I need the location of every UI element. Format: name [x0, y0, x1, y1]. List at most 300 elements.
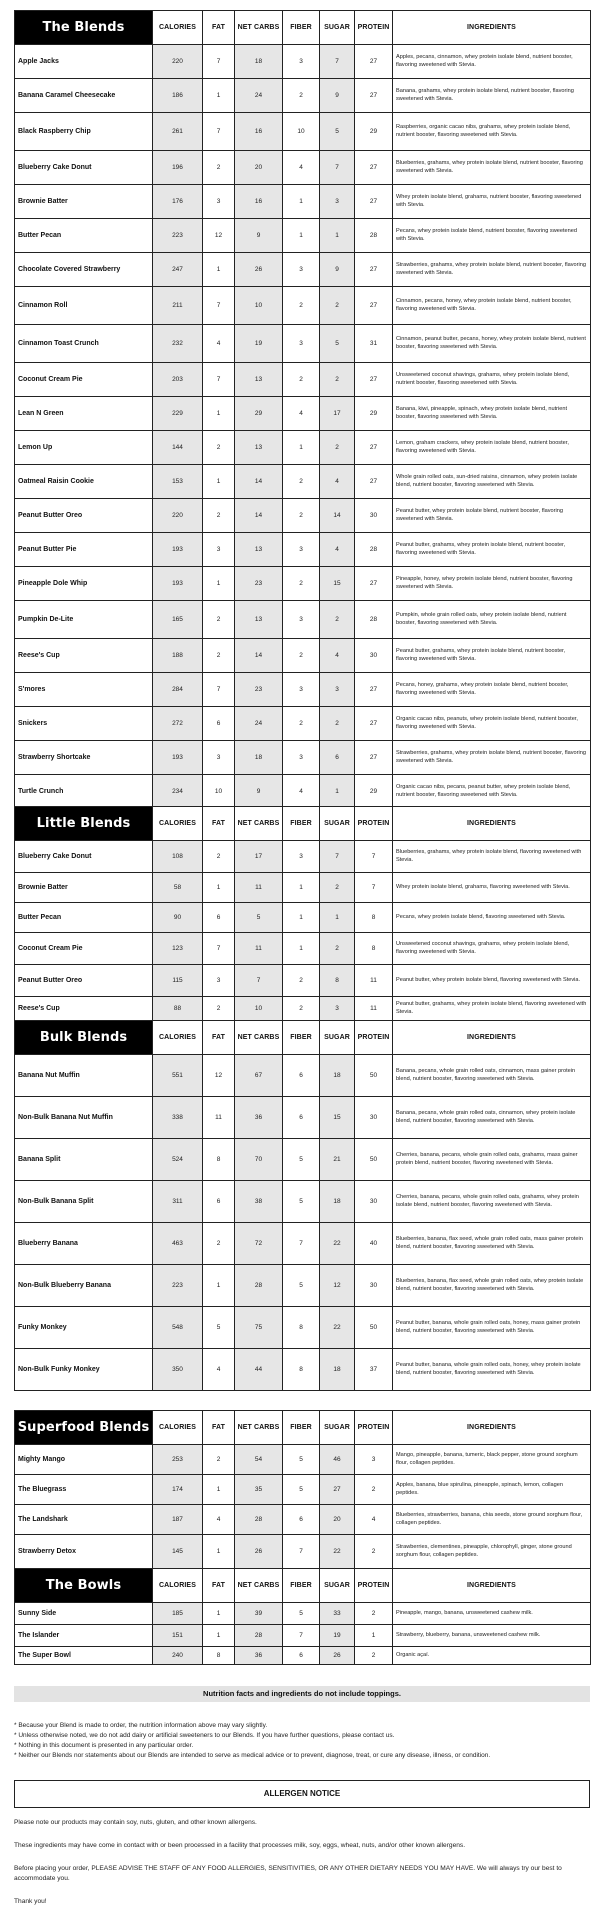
fat-value: 2	[203, 639, 235, 673]
item-name: Strawberry Shortcake	[15, 741, 153, 775]
fiber-value: 5	[283, 1603, 320, 1625]
ingredients-text: Banana, pecans, whole grain rolled oats, cinnamon, whey protein isolate blend, nutrient booster, flavoring sweetened with Stevia.	[393, 1097, 591, 1139]
protein-value: 27	[355, 79, 393, 113]
fat-value: 2	[203, 997, 235, 1021]
fat-value: 5	[203, 1307, 235, 1349]
ingredients-text: Peanut butter, grahams, whey protein isolate blend, nutrient booster, flavoring sweetened with Stevia.	[393, 639, 591, 673]
ingredients-text: Organic açaí.	[393, 1647, 591, 1665]
fat-value: 6	[203, 1181, 235, 1223]
net-carbs-value: 36	[235, 1647, 283, 1665]
ingredients-text: Peanut butter, whey protein isolate blend, flavoring sweetened with Stevia.	[393, 965, 591, 997]
ingredients-text: Organic cacao nibs, pecans, peanut butter, whey protein isolate blend, nutrient booster, flavoring sweetened with Stevia.	[393, 775, 591, 809]
section-title: Bulk Blends	[15, 1021, 153, 1055]
item-name: Strawberry Detox	[15, 1535, 153, 1569]
calories-value: 188	[153, 639, 203, 673]
table-row	[15, 151, 591, 185]
sugar-value: 20	[320, 1505, 355, 1535]
protein-value: 31	[355, 325, 393, 363]
sugar-value: 5	[320, 325, 355, 363]
fat-value: 4	[203, 325, 235, 363]
fat-value: 1	[203, 1603, 235, 1625]
ingredients-text: Cherries, banana, pecans, whole grain rolled oats, grahams, mass gainer protein blend, nutrient booster, flavoring sweetened with Stevia.	[393, 1139, 591, 1181]
column-header-fiber: FIBER	[283, 1411, 320, 1445]
superfood-blends-table	[14, 1410, 591, 1569]
protein-value: 29	[355, 397, 393, 431]
calories-value: 165	[153, 601, 203, 639]
table-row	[15, 1535, 591, 1569]
table-row	[15, 45, 591, 79]
calories-value: 153	[153, 465, 203, 499]
ingredients-text: Pumpkin, whole grain rolled oats, whey protein isolate blend, nutrient booster, flavoring sweetened with Stevia.	[393, 601, 591, 639]
sugar-value: 7	[320, 841, 355, 873]
item-name: Non-Bulk Funky Monkey	[15, 1349, 153, 1391]
column-header-fiber: FIBER	[283, 11, 320, 45]
table-row	[15, 1603, 591, 1625]
fiber-value: 5	[283, 1445, 320, 1475]
fiber-value: 2	[283, 965, 320, 997]
sugar-value: 1	[320, 775, 355, 809]
ingredients-text: Pecans, whey protein isolate blend, nutrient booster, flavoring sweetened with Stevia.	[393, 219, 591, 253]
sugar-value: 4	[320, 639, 355, 673]
net-carbs-value: 28	[235, 1505, 283, 1535]
fiber-value: 2	[283, 79, 320, 113]
column-header-ingredients: INGREDIENTS	[393, 1021, 591, 1055]
net-carbs-value: 24	[235, 707, 283, 741]
sugar-value: 26	[320, 1647, 355, 1665]
fat-value: 1	[203, 397, 235, 431]
calories-value: 524	[153, 1139, 203, 1181]
protein-value: 7	[355, 873, 393, 903]
item-name: Lemon Up	[15, 431, 153, 465]
item-name: Reese's Cup	[15, 639, 153, 673]
ingredients-text: Peanut butter, banana, whole grain rolled oats, honey, whey protein isolate blend, nutrient booster, flavoring sweetened with Stevia.	[393, 1349, 591, 1391]
calories-value: 234	[153, 775, 203, 809]
sugar-value: 14	[320, 499, 355, 533]
protein-value: 50	[355, 1055, 393, 1097]
column-header-fat: FAT	[203, 11, 235, 45]
fiber-value: 8	[283, 1307, 320, 1349]
item-name: Pineapple Dole Whip	[15, 567, 153, 601]
table-row	[15, 741, 591, 775]
column-header-fat: FAT	[203, 807, 235, 841]
protein-value: 27	[355, 431, 393, 465]
fiber-value: 8	[283, 1349, 320, 1391]
ingredients-text: Strawberry, blueberry, banana, unsweetened cashew milk.	[393, 1625, 591, 1647]
protein-value: 27	[355, 741, 393, 775]
column-header-protein: PROTEIN	[355, 1569, 393, 1603]
fat-value: 7	[203, 363, 235, 397]
ingredients-text: Peanut butter, banana, whole grain rolled oats, honey, mass gainer protein blend, nutrient booster, flavoring sweetened with Stevia.	[393, 1307, 591, 1349]
calories-value: 58	[153, 873, 203, 903]
net-carbs-value: 13	[235, 363, 283, 397]
table-row	[15, 567, 591, 601]
item-name: Non-Bulk Blueberry Banana	[15, 1265, 153, 1307]
fat-value: 7	[203, 45, 235, 79]
the-bowls-table	[14, 1568, 591, 1665]
fiber-value: 6	[283, 1505, 320, 1535]
ingredients-text: Peanut butter, whey protein isolate blend, nutrient booster, flavoring sweetened with Stevia.	[393, 499, 591, 533]
table-row	[15, 775, 591, 809]
net-carbs-value: 5	[235, 903, 283, 933]
bulk-blends-table	[14, 1020, 591, 1391]
ingredients-text: Strawberries, grahams, whey protein isolate blend, nutrient booster, flavoring sweetened with Stevia.	[393, 741, 591, 775]
column-header-net-carbs: NET CARBS	[235, 1021, 283, 1055]
net-carbs-value: 10	[235, 997, 283, 1021]
ingredients-text: Banana, pecans, whole grain rolled oats, cinnamon, mass gainer protein blend, nutrient booster, flavoring sweetened with Stevia.	[393, 1055, 591, 1097]
protein-value: 27	[355, 253, 393, 287]
protein-value: 27	[355, 363, 393, 397]
sugar-value: 4	[320, 533, 355, 567]
table-row	[15, 465, 591, 499]
item-name: Peanut Butter Pie	[15, 533, 153, 567]
table-row	[15, 1097, 591, 1139]
column-header-calories: CALORIES	[153, 11, 203, 45]
net-carbs-value: 17	[235, 841, 283, 873]
calories-value: 261	[153, 113, 203, 151]
column-header-ingredients: INGREDIENTS	[393, 1569, 591, 1603]
calories-value: 144	[153, 431, 203, 465]
ingredients-text: Blueberries, banana, flax seed, whole grain rolled oats, mass gainer protein blend, nutrient booster, flavoring sweetened with Stevia.	[393, 1223, 591, 1265]
calories-value: 240	[153, 1647, 203, 1665]
ingredients-text: Peanut butter, grahams, whey protein isolate blend, flavoring sweetened with Stevia.	[393, 997, 591, 1021]
sugar-value: 46	[320, 1445, 355, 1475]
sugar-value: 3	[320, 673, 355, 707]
fat-value: 3	[203, 741, 235, 775]
item-name: Reese's Cup	[15, 997, 153, 1021]
protein-value: 4	[355, 1505, 393, 1535]
section-title: The Blends	[15, 11, 153, 45]
ingredients-text: Whey protein isolate blend, grahams, nutrient booster, flavoring sweetened with Stevia.	[393, 185, 591, 219]
calories-value: 223	[153, 219, 203, 253]
fiber-value: 2	[283, 499, 320, 533]
item-name: Banana Split	[15, 1139, 153, 1181]
column-header-ingredients: INGREDIENTS	[393, 11, 591, 45]
column-header-calories: CALORIES	[153, 1021, 203, 1055]
footnote: * Neither our Blends nor statements about our Blends are intended to serve as medical advice or to prevent, diagnose, treat, or cure any disease, illness, or condition.	[14, 1752, 491, 1759]
protein-value: 30	[355, 1181, 393, 1223]
item-name: Non-Bulk Banana Split	[15, 1181, 153, 1223]
table-row	[15, 841, 591, 873]
item-name: Blueberry Cake Donut	[15, 151, 153, 185]
protein-value: 2	[355, 1603, 393, 1625]
sugar-value: 18	[320, 1181, 355, 1223]
protein-value: 3	[355, 1445, 393, 1475]
item-name: Apple Jacks	[15, 45, 153, 79]
column-header-protein: PROTEIN	[355, 1411, 393, 1445]
table-row	[15, 1445, 591, 1475]
fiber-value: 5	[283, 1265, 320, 1307]
net-carbs-value: 28	[235, 1625, 283, 1647]
table-row	[15, 499, 591, 533]
fiber-value: 3	[283, 533, 320, 567]
column-header-protein: PROTEIN	[355, 807, 393, 841]
fat-value: 12	[203, 219, 235, 253]
calories-value: 223	[153, 1265, 203, 1307]
column-header-sugar: SUGAR	[320, 11, 355, 45]
calories-value: 463	[153, 1223, 203, 1265]
column-header-fiber: FIBER	[283, 1569, 320, 1603]
fiber-value: 2	[283, 997, 320, 1021]
fiber-value: 3	[283, 601, 320, 639]
table-row	[15, 1181, 591, 1223]
calories-value: 211	[153, 287, 203, 325]
allergen-paragraph: These ingredients may have come in contact with or been processed in a facility that processes milk, soy, eggs, wheat, nuts, and/or other known allergens.	[14, 1842, 466, 1849]
protein-value: 2	[355, 1647, 393, 1665]
table-row	[15, 1647, 591, 1665]
calories-value: 123	[153, 933, 203, 965]
sugar-value: 18	[320, 1349, 355, 1391]
ingredients-text: Blueberries, banana, flax seed, whole grain rolled oats, whey protein isolate blend, nutrient booster, flavoring sweetened with Stevia.	[393, 1265, 591, 1307]
allergen-paragraph: Please note our products may contain soy, nuts, gluten, and other known allergens.	[14, 1819, 257, 1826]
column-header-ingredients: INGREDIENTS	[393, 1411, 591, 1445]
sugar-value: 7	[320, 45, 355, 79]
fiber-value: 2	[283, 287, 320, 325]
the-blends-table	[14, 10, 591, 809]
item-name: Butter Pecan	[15, 219, 153, 253]
fiber-value: 1	[283, 185, 320, 219]
net-carbs-value: 9	[235, 219, 283, 253]
fiber-value: 7	[283, 1625, 320, 1647]
net-carbs-value: 23	[235, 673, 283, 707]
fat-value: 8	[203, 1139, 235, 1181]
column-header-protein: PROTEIN	[355, 1021, 393, 1055]
ingredients-text: Banana, kiwi, pineapple, spinach, whey protein isolate blend, nutrient booster, flavoring sweetened with Stevia.	[393, 397, 591, 431]
fiber-value: 6	[283, 1097, 320, 1139]
ingredients-text: Whey protein isolate blend, grahams, flavoring sweetened with Stevia.	[393, 873, 591, 903]
column-header-net-carbs: NET CARBS	[235, 807, 283, 841]
protein-value: 40	[355, 1223, 393, 1265]
footnote: * Nothing in this document is presented in any particular order.	[14, 1742, 194, 1749]
fiber-value: 10	[283, 113, 320, 151]
ingredients-text: Lemon, graham crackers, whey protein isolate blend, nutrient booster, flavoring sweetened with Stevia.	[393, 431, 591, 465]
protein-value: 50	[355, 1139, 393, 1181]
section-title: Superfood Blends	[15, 1411, 153, 1445]
fat-value: 4	[203, 1505, 235, 1535]
net-carbs-value: 75	[235, 1307, 283, 1349]
table-row	[15, 363, 591, 397]
section-title: Little Blends	[15, 807, 153, 841]
column-header-fat: FAT	[203, 1411, 235, 1445]
table-row	[15, 219, 591, 253]
ingredients-text: Strawberries, clementines, pineapple, chlorophyll, ginger, stone ground sorghum flour, collagen peptides.	[393, 1535, 591, 1569]
protein-value: 1	[355, 1625, 393, 1647]
sugar-value: 22	[320, 1307, 355, 1349]
protein-value: 11	[355, 997, 393, 1021]
calories-value: 338	[153, 1097, 203, 1139]
net-carbs-value: 14	[235, 639, 283, 673]
fiber-value: 2	[283, 465, 320, 499]
item-name: Banana Caramel Cheesecake	[15, 79, 153, 113]
sugar-value: 8	[320, 965, 355, 997]
protein-value: 2	[355, 1535, 393, 1569]
fiber-value: 3	[283, 325, 320, 363]
net-carbs-value: 54	[235, 1445, 283, 1475]
net-carbs-value: 35	[235, 1475, 283, 1505]
protein-value: 28	[355, 219, 393, 253]
table-row	[15, 287, 591, 325]
table-row	[15, 601, 591, 639]
fat-value: 2	[203, 1445, 235, 1475]
table-row	[15, 873, 591, 903]
allergen-paragraph: Before placing your order, PLEASE ADVISE THE STAFF OF ANY FOOD ALLERGIES, SENSITIVITIES, OR ANY OTHER DIETARY NEEDS YOU MAY HAVE. We will always try our best to accommodate you.	[14, 1865, 562, 1882]
calories-value: 185	[153, 1603, 203, 1625]
table-row	[15, 1139, 591, 1181]
item-name: Cinnamon Toast Crunch	[15, 325, 153, 363]
calories-value: 88	[153, 997, 203, 1021]
fiber-value: 1	[283, 873, 320, 903]
column-header-sugar: SUGAR	[320, 1021, 355, 1055]
sugar-value: 7	[320, 151, 355, 185]
item-name: Funky Monkey	[15, 1307, 153, 1349]
ingredients-text: Organic cacao nibs, peanuts, whey protein isolate blend, nutrient booster, flavoring sweetened with Stevia.	[393, 707, 591, 741]
table-row	[15, 397, 591, 431]
calories-value: 551	[153, 1055, 203, 1097]
sugar-value: 27	[320, 1475, 355, 1505]
table-row	[15, 533, 591, 567]
protein-value: 29	[355, 113, 393, 151]
fiber-value: 1	[283, 903, 320, 933]
calories-value: 220	[153, 45, 203, 79]
table-row	[15, 997, 591, 1021]
net-carbs-value: 24	[235, 79, 283, 113]
fiber-value: 3	[283, 841, 320, 873]
net-carbs-value: 38	[235, 1181, 283, 1223]
sugar-value: 2	[320, 933, 355, 965]
protein-value: 2	[355, 1475, 393, 1505]
sugar-value: 1	[320, 219, 355, 253]
protein-value: 29	[355, 775, 393, 809]
fiber-value: 3	[283, 673, 320, 707]
net-carbs-value: 39	[235, 1603, 283, 1625]
protein-value: 30	[355, 639, 393, 673]
protein-value: 50	[355, 1307, 393, 1349]
fat-value: 1	[203, 465, 235, 499]
protein-value: 8	[355, 933, 393, 965]
fat-value: 7	[203, 933, 235, 965]
table-row	[15, 903, 591, 933]
net-carbs-value: 16	[235, 113, 283, 151]
fat-value: 2	[203, 431, 235, 465]
net-carbs-value: 29	[235, 397, 283, 431]
ingredients-text: Blueberries, grahams, whey protein isolate blend, nutrient booster, flavoring sweetened with Stevia.	[393, 151, 591, 185]
net-carbs-value: 18	[235, 741, 283, 775]
column-header-sugar: SUGAR	[320, 1569, 355, 1603]
sugar-value: 9	[320, 79, 355, 113]
protein-value: 7	[355, 841, 393, 873]
protein-value: 37	[355, 1349, 393, 1391]
item-name: Peanut Butter Oreo	[15, 965, 153, 997]
column-header-net-carbs: NET CARBS	[235, 11, 283, 45]
fat-value: 2	[203, 601, 235, 639]
table-row	[15, 79, 591, 113]
sugar-value: 33	[320, 1603, 355, 1625]
fat-value: 2	[203, 841, 235, 873]
calories-value: 174	[153, 1475, 203, 1505]
net-carbs-value: 16	[235, 185, 283, 219]
table-row	[15, 253, 591, 287]
ingredients-text: Unsweetened coconut shavings, grahams, whey protein isolate blend, flavoring sweetened with Stevia.	[393, 933, 591, 965]
fiber-value: 2	[283, 363, 320, 397]
table-row	[15, 1265, 591, 1307]
net-carbs-value: 13	[235, 533, 283, 567]
sugar-value: 6	[320, 741, 355, 775]
fiber-value: 1	[283, 431, 320, 465]
ingredients-text: Apples, banana, blue spirulina, pineapple, spinach, lemon, collagen peptides.	[393, 1475, 591, 1505]
sugar-value: 19	[320, 1625, 355, 1647]
net-carbs-value: 70	[235, 1139, 283, 1181]
column-header-fiber: FIBER	[283, 807, 320, 841]
item-name: Chocolate Covered Strawberry	[15, 253, 153, 287]
ingredients-text: Pecans, honey, grahams, whey protein isolate blend, nutrient booster, flavoring sweetened with Stevia.	[393, 673, 591, 707]
sugar-value: 2	[320, 431, 355, 465]
column-header-net-carbs: NET CARBS	[235, 1411, 283, 1445]
column-header-ingredients: INGREDIENTS	[393, 807, 591, 841]
column-header-sugar: SUGAR	[320, 807, 355, 841]
ingredients-text: Unsweetened coconut shavings, grahams, whey protein isolate blend, nutrient booster, flavoring sweetened with Stevia.	[393, 363, 591, 397]
column-header-sugar: SUGAR	[320, 1411, 355, 1445]
table-row	[15, 1223, 591, 1265]
fiber-value: 3	[283, 253, 320, 287]
protein-value: 30	[355, 1097, 393, 1139]
table-row	[15, 707, 591, 741]
net-carbs-value: 11	[235, 933, 283, 965]
sugar-value: 15	[320, 567, 355, 601]
calories-value: 247	[153, 253, 203, 287]
calories-value: 145	[153, 1535, 203, 1569]
protein-value: 8	[355, 903, 393, 933]
net-carbs-value: 19	[235, 325, 283, 363]
net-carbs-value: 11	[235, 873, 283, 903]
fat-value: 3	[203, 185, 235, 219]
fiber-value: 7	[283, 1535, 320, 1569]
table-row	[15, 933, 591, 965]
table-row	[15, 1307, 591, 1349]
net-carbs-value: 9	[235, 775, 283, 809]
ingredients-text: Blueberries, strawberries, banana, chia seeds, stone ground sorghum flour, collagen peptides.	[393, 1505, 591, 1535]
protein-value: 27	[355, 151, 393, 185]
fat-value: 3	[203, 965, 235, 997]
column-header-fat: FAT	[203, 1569, 235, 1603]
table-row	[15, 639, 591, 673]
protein-value: 30	[355, 499, 393, 533]
fiber-value: 2	[283, 639, 320, 673]
fat-value: 1	[203, 1475, 235, 1505]
item-name: Snickers	[15, 707, 153, 741]
protein-value: 27	[355, 673, 393, 707]
footnote: * Because your Blend is made to order, the nutrition information above may vary slightly.	[14, 1722, 268, 1729]
sugar-value: 18	[320, 1055, 355, 1097]
fat-value: 1	[203, 1625, 235, 1647]
sugar-value: 2	[320, 873, 355, 903]
net-carbs-value: 26	[235, 1535, 283, 1569]
sugar-value: 17	[320, 397, 355, 431]
ingredients-text: Strawberries, grahams, whey protein isolate blend, nutrient booster, flavoring sweetened with Stevia.	[393, 253, 591, 287]
calories-value: 232	[153, 325, 203, 363]
allergen-notice-title: ALLERGEN NOTICE	[14, 1780, 590, 1808]
sugar-value: 22	[320, 1223, 355, 1265]
protein-value: 27	[355, 45, 393, 79]
protein-value: 27	[355, 567, 393, 601]
fat-value: 1	[203, 1535, 235, 1569]
protein-value: 27	[355, 707, 393, 741]
calories-value: 108	[153, 841, 203, 873]
calories-value: 548	[153, 1307, 203, 1349]
item-name: The Super Bowl	[15, 1647, 153, 1665]
sugar-value: 9	[320, 253, 355, 287]
section-title: The Bowls	[15, 1569, 153, 1603]
fat-value: 8	[203, 1647, 235, 1665]
item-name: Brownie Batter	[15, 873, 153, 903]
